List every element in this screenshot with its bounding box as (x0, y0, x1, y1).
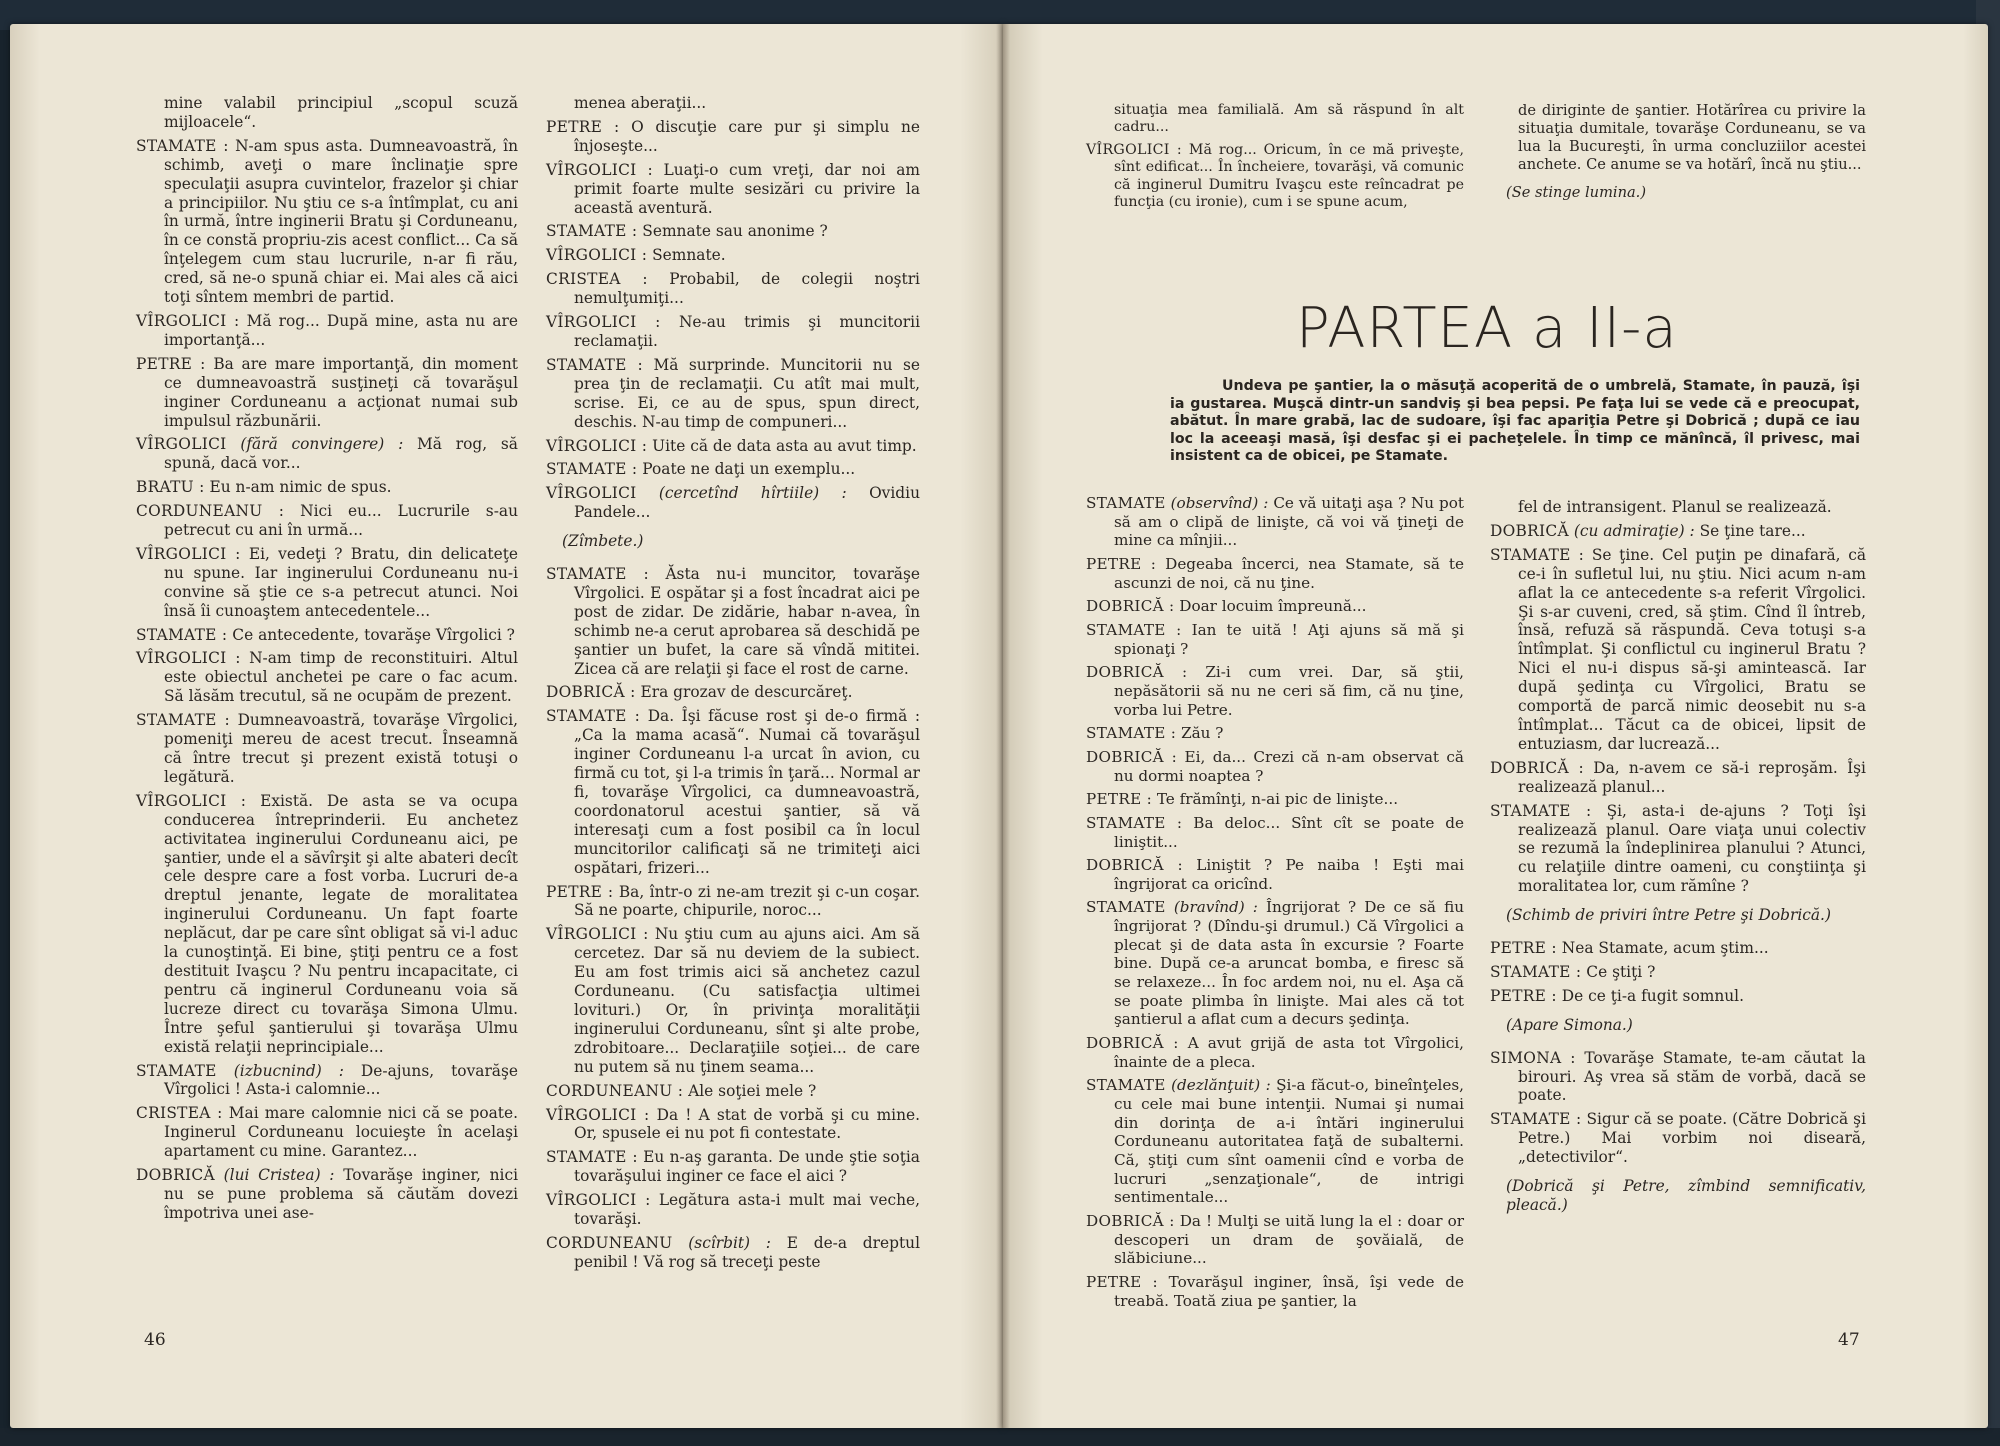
speaker-name: PETRE : (546, 882, 614, 901)
book-bottom-edge (0, 1428, 2000, 1446)
dialogue-line (1086, 724, 1464, 743)
dialogue-text: Da ! Mulţi se uită lung la el : doar or descoperi un dram de şovăială, de slăbiciune... (1114, 1211, 1464, 1268)
dialogue-line (136, 626, 518, 645)
dialogue-text: Ian te uită ! Aţi ajuns să mă şi spionaţi ? (1114, 620, 1464, 658)
dialogue-line (1086, 748, 1464, 785)
dialogue-line (1086, 1212, 1464, 1268)
dialogue-line (136, 545, 518, 621)
dialogue-text: Te frămînţi, n-ai pic de linişte... (1156, 790, 1399, 809)
dialogue-text: Eu n-am nimic de spus. (209, 478, 392, 497)
speaker-name: STAMATE : (1490, 801, 1592, 820)
speaker-name: DOBRICĂ (136, 1166, 215, 1185)
speaker-direction: (lui Cristea) : (223, 1166, 335, 1185)
dialogue-line (1490, 802, 1866, 897)
part-title: PARTEA a II-a (1296, 296, 1678, 361)
dialogue-text: Ce vă uitaţi aşa ? Nu pot să am o clipă de linişte, că voi vă ţineţi de mine ca mînjii... (1114, 494, 1464, 550)
dialogue-text: Poate ne daţi un exemplu... (642, 460, 856, 479)
dialogue-line (546, 270, 920, 308)
speaker-direction: (dezlănţuit) : (1171, 1076, 1271, 1095)
dialogue-text: Luaţi-o cum vreţi, dar noi am primit foarte multe sesizări cu privire la această aventură. (574, 160, 920, 217)
speaker-name: DOBRICĂ : (1086, 747, 1178, 766)
stage-direction: (Dobrică şi Petre, zîmbind semnificativ, pleacă.) (1506, 1177, 1866, 1214)
speaker-direction: (fără convingere) : (240, 435, 404, 454)
speaker-name: PETRE : (1490, 939, 1557, 958)
speaker-direction: (scîrbit) : (688, 1233, 771, 1252)
dialogue-line (546, 246, 920, 265)
dialogue-line (546, 1148, 920, 1186)
dialogue-line (1086, 898, 1464, 1029)
left-column-2 (546, 94, 920, 1277)
dialogue-text: Sigur că se poate. (Către Dobrică şi Petre.) Mai vorbim noi diseară, „detectivilor“. (1518, 1110, 1867, 1167)
dialogue-text: N-am timp de reconstituiri. Altul este obiectul anchetei pe care o fac acum. Să lăsăm trecutul, să ne ocupăm de prezent. (164, 649, 518, 706)
dialogue-text: Zi-i cum vrei. Dar, să ştii, nepăsătorii să nu ne ceri să fim, că nu ţine, vorba lui Petre. (1114, 663, 1464, 719)
right-column-1-bottom (1086, 494, 1464, 1315)
dialogue-line (1086, 142, 1464, 212)
dialogue-text: Ăsta nu-i muncitor, tovarăşe Vîrgolici. E ospătar şi a fost încadrat aici pe post de zidar. De zidărie, habar n-avea, în schimb ne-a cerut aprobarea să deschidă pe şantier un bufet, la care să vîndă mititei. Zicea că are relaţii şi face el rost de carne. (574, 565, 920, 678)
speaker-name: DOBRICĂ : (1086, 1211, 1175, 1230)
speaker-name: STAMATE : (1086, 620, 1182, 639)
dialogue-text: Şi-a făcut-o, bineînţeles, cu cele mai bune intenţii. Numai şi numai din dorinţa de a-i întări inginerului Corduneanu autoritatea faţă de subalterni. Că, ştiţi cum sînt oamenii cînd e vorba de lucruri „senzaţionale“, de intrigi sentimentale... (1114, 1076, 1465, 1207)
continued-text: mine valabil principiul „scopul scuză mijloacele“. (164, 94, 518, 131)
dialogue-text: Ne-au trimis şi muncitorii reclamaţii. (574, 313, 920, 350)
dialogue-text: E de-a dreptul penibil ! Vă rog să treceţi peste (574, 1233, 920, 1271)
dialogue-text: Îngrijorat ? De ce să fiu îngrijorat ? (Dîndu-şi drumul.) Că Vîrgolici a plecat şi de data asta în excursie ? Foarte bine. După ce-a aruncat bomba, e firesc să se relaxeze... În foc ardem noi, nu el. Aşa că se poate plimba în linişte. Mai ales că tot şantierul a aflat cum a decurs şedinţa. (1114, 898, 1465, 1029)
dialogue-text: Tovarăşe Stamate, te-am căutat la birouri. Aş vrea să stăm de vorbă, dacă se poate. (1518, 1048, 1866, 1105)
dialogue-line (1490, 963, 1866, 982)
speaker-direction: (cu admiraţie) : (1573, 521, 1695, 540)
speaker-name: STAMATE : (136, 625, 228, 644)
speaker-name: CORDUNEANU : (136, 502, 285, 521)
speaker-name: VÎRGOLICI : (136, 544, 241, 563)
speaker-direction: (izbucnind) : (233, 1061, 344, 1080)
speaker-name: BRATU : (136, 478, 205, 497)
dialogue-text: Era grozav de descurcăreţ. (640, 683, 853, 702)
dialogue-text: Uite că de data asta au avut timp. (652, 436, 917, 455)
speaker-name: STAMATE : (136, 136, 229, 155)
dialogue-line (1490, 546, 1866, 754)
speaker-direction: (bravînd) : (1173, 898, 1258, 917)
dialogue-text: Ce ştiţi ? (1586, 962, 1656, 981)
dialogue-text: Nici eu... Lucrurile s-au petrecut cu ani în urmă... (164, 502, 518, 540)
dialogue-line (546, 707, 920, 877)
dialogue-text: Doar locuim împreună... (1179, 597, 1367, 616)
speaker-name: VÎRGOLICI : (546, 246, 648, 265)
speaker-name: DOBRICĂ : (1086, 663, 1188, 682)
stage-direction: (Apare Simona.) (1506, 1015, 1633, 1034)
continued-text: situaţia mea familială. Am să răspund în alt cadru... (1114, 102, 1464, 136)
dialogue-text: Da ! A stat de vorbă şi cu mine. Or, spusele ei nu pot fi contestate. (574, 1105, 920, 1143)
dialogue-line (136, 312, 518, 350)
speaker-direction: (observînd) : (1170, 494, 1269, 512)
speaker-name: STAMATE : (1490, 545, 1585, 564)
dialogue-text: Ei, vedeţi ? Bratu, din delicateţe nu spune. Iar inginerului Corduneanu nu-i convine să ştie ce s-a petrecut atunci. Noi însă îi cunoaştem antecedentele... (164, 544, 518, 620)
dialogue-text: Eu n-aş garanta. De unde ştie soţia tovarăşului inginer ce face el aici ? (574, 1148, 920, 1186)
dialogue-line (1086, 1034, 1464, 1071)
dialogue-text: Mă rog... După mine, asta nu are importanţă... (164, 311, 518, 349)
dialogue-line (546, 925, 920, 1076)
dialogue-line (1086, 1076, 1464, 1207)
speaker-name: VÎRGOLICI : (546, 1191, 651, 1210)
dialogue-line (546, 683, 920, 702)
dialogue-line (136, 137, 518, 307)
dialogue-text: Dumneavoastră, tovarăşe Vîrgolici, pomeniţi mereu de acest trecut. Înseamnă că între trecut şi prezent există totuşi o legătură. (164, 711, 519, 786)
dialogue-line (546, 565, 920, 678)
dialogue-text: Mă rog... Oricum, în ce mă priveşte, sînt edificat... În încheiere, tovarăşi, vă comunic că inginerul Dumitru Ivaşcu este reîncadrat pe funcţia (cu ironie), cum i se spune acum, (1114, 141, 1464, 211)
speaker-name: VÎRGOLICI : (136, 791, 247, 810)
dialogue-text: Există. De asta se va ocupa conducerea întreprinderii. Eu anchetez activitatea inginerului Corduneanu aici, pe şantier, unde el a săvîrşit şi alte abateri decît cele despre care a fost vorba. Lucruri de-a dreptul jenante, legate de moralitatea inginerului Corduneanu. Un fapt foarte neplăcut, dar pe care sînt obligat să vi-l aduc la cunoştinţă. Ei bine, ştiţi pentru ce a fost destituit Ivaşcu ? Nu pentru incapacitate, ci pentru că inginerul Corduneanu voia să lucreze direct cu tovarăşa Simona Ulmu. Între şeful şantierului şi tovarăşa Ulmu există relaţii neprincipiale... (164, 791, 518, 1056)
speaker-name: STAMATE : (546, 355, 643, 374)
dialogue-line (546, 1082, 920, 1101)
speaker-name: VÎRGOLICI : (136, 311, 240, 330)
dialogue-text: Şi, asta-i de-ajuns ? Toţi îşi realizează planul. Oare viaţa unui colectiv se rezumă la îndeplinirea planului ? Atunci, cu relaţiile dintre oameni, cu conştiinţa şi moralitatea lor, cum rămîne ? (1518, 801, 1866, 896)
continued-text: fel de intransigent. Planul se realizează. (1518, 498, 1832, 516)
dialogue-line (546, 1191, 920, 1229)
dialogue-text: Ba, într-o zi ne-am trezit şi c-un coşar. Să ne poarte, chipurile, noroc... (574, 882, 920, 920)
speaker-name: PETRE : (1086, 790, 1153, 809)
speaker-name: CRISTEA : (546, 270, 648, 289)
page-number-right: 47 (1838, 1330, 1860, 1350)
dialogue-text: Nu ştiu cum au ajuns aici. Am să cercetez. Dar să nu deviem de la subiect. Eu am fost trimis aici să anchetez cazul Corduneanu. (Cu satisfacţia ultimei lovituri.) Or, în privinţa moralităţii inginerului Corduneanu, sînt şi alte probe, zdrobitoare... Declaraţiile soţiei... de care nu putem să nu ţinem seama... (574, 925, 920, 1076)
speaker-name: PETRE : (136, 354, 206, 373)
speaker-name: DOBRICĂ : (546, 683, 636, 702)
dialogue-line (546, 222, 920, 241)
right-column-1-top (1086, 102, 1464, 217)
dialogue-text: Nea Stamate, acum ştim... (1561, 939, 1769, 958)
dialogue-text: Probabil, de colegii noştri nemulţumiţi... (574, 270, 920, 308)
dialogue-line (136, 1062, 518, 1100)
dialogue-line (136, 649, 518, 706)
dialogue-line (136, 435, 518, 473)
speaker-name: STAMATE (1086, 1076, 1166, 1095)
dialogue-line (546, 883, 920, 921)
speaker-name: VÎRGOLICI : (546, 1105, 650, 1124)
speaker-name: PETRE : (1490, 986, 1557, 1005)
speaker-name: DOBRICĂ (1490, 521, 1569, 540)
dialogue-line (546, 484, 920, 522)
dialogue-line (136, 478, 518, 497)
dialogue-text: Ale soţiei mele ? (688, 1081, 817, 1100)
dialogue-line (1490, 939, 1866, 958)
dialogue-line (546, 356, 920, 432)
speaker-name: VÎRGOLICI : (546, 925, 649, 944)
speaker-name: VÎRGOLICI (136, 435, 227, 454)
continued-text: menea aberaţii... (574, 94, 707, 112)
dialogue-line (1490, 759, 1866, 797)
speaker-name: SIMONA : (1490, 1048, 1576, 1067)
speaker-name: STAMATE : (136, 711, 231, 730)
speaker-name: DOBRICĂ : (1086, 856, 1183, 875)
dialogue-text: Da. Îşi făcuse rost şi de-o firmă : „Ca la mama acasă“. Numai că tovarăşul inginer Corduneanu l-a urcat în avion, cu firmă cu tot, şi l-a trimis în ţară... Normal ar fi, tovarăşe Vîrgolici, ca dumneavoastră, coordonatorul acestui şantier, să vă interesaţi cum a fost posibil ca în locul muncitorilor calificaţi să ne trimiteţi aici ospătari, frizeri... (574, 707, 921, 877)
dialogue-text: Se ţine tare... (1699, 521, 1806, 540)
speaker-name: VÎRGOLICI : (546, 436, 648, 455)
dialogue-line (546, 161, 920, 218)
speaker-name: CRISTEA : (136, 1104, 223, 1123)
dialogue-line (136, 1104, 518, 1161)
stage-direction: (Schimb de priviri între Petre şi Dobrică.) (1506, 906, 1831, 925)
speaker-name: STAMATE : (1086, 813, 1183, 832)
dialogue-line (1490, 987, 1866, 1006)
dialogue-line (136, 1166, 518, 1223)
dialogue-line (1086, 1273, 1464, 1310)
speaker-name: PETRE : (1086, 1272, 1158, 1291)
speaker-name: VÎRGOLICI : (1086, 141, 1182, 158)
speaker-name: STAMATE : (546, 707, 641, 726)
speaker-name: CORDUNEANU : (546, 1081, 684, 1100)
dialogue-line (1086, 663, 1464, 719)
dialogue-text: A avut grijă de asta tot Vîrgolici, înainte de a pleca. (1114, 1034, 1464, 1071)
dialogue-text: Semnate. (652, 246, 726, 265)
dialogue-text: Tovarăşul inginer, însă, îşi vede de treabă. Toată ziua pe şantier, la (1114, 1272, 1464, 1310)
speaker-name: DOBRICĂ : (1086, 1034, 1179, 1053)
speaker-name: STAMATE (1086, 898, 1166, 917)
dialogue-text: Semnate sau anonime ? (642, 222, 828, 241)
dialogue-text: Da, n-avem ce să-i reproşăm. Îşi realizează planul... (1518, 758, 1866, 796)
speaker-name: STAMATE (136, 1061, 217, 1080)
speaker-name: STAMATE : (546, 222, 638, 241)
speaker-name: VÎRGOLICI : (546, 313, 661, 332)
dialogue-line (1086, 790, 1464, 809)
page-number-left: 46 (144, 1330, 166, 1350)
page-gutter (996, 24, 1010, 1428)
dialogue-line (546, 460, 920, 479)
speaker-name: STAMATE : (546, 1148, 638, 1167)
dialogue-text: N-am spus asta. Dumneavoastră, în schimb, aveţi o mare înclinaţie spre speculaţii asupra cuvintelor, frazelor şi chiar a principiilor. Nu ştiu ce s-a întîmplat, cu ani în urmă, între inginerii Bratu şi Corduneanu, în ce constă propriu-zis acest conflict... Ca să înţelegem cum stau lucrurile, n-ar fi rău, cred, să ne-o spună chiar ei. Mai ales că aici toţi sîntem membri de partid. (164, 136, 518, 307)
right-column-2-bottom (1490, 498, 1866, 1229)
dialogue-text: Tovarăşe inginer, nici nu se pune problema să căutăm dovezi împotriva unei ase- (164, 1166, 518, 1222)
speaker-name: VÎRGOLICI : (136, 649, 241, 668)
dialogue-line (1490, 1049, 1866, 1106)
speaker-name: STAMATE : (1490, 962, 1582, 981)
speaker-name: STAMATE : (1490, 1110, 1582, 1129)
speaker-name: VÎRGOLICI (546, 484, 637, 503)
speaker-name: STAMATE : (546, 460, 638, 479)
stage-direction: (Se stinge lumina.) (1506, 183, 1647, 201)
dialogue-line (1086, 621, 1464, 658)
speaker-direction: (cercetînd hîrtiile) : (658, 484, 847, 503)
dialogue-text: Mai mare calomnie nici că se poate. Inginerul Corduneanu locuieşte în acelaşi apartament cu mine. Garantez... (164, 1104, 518, 1161)
dialogue-line (1490, 522, 1866, 541)
dialogue-line (1490, 1110, 1866, 1167)
dialogue-text: Ei, da... Crezi că n-am observat că nu dormi noaptea ? (1114, 747, 1464, 785)
speaker-name: STAMATE : (546, 565, 649, 584)
continued-text: de diriginte de şantier. Hotărîrea cu privire la situaţia dumitale, tovarăşe Corduneanu, se va lua la Bucureşti, în urma concluziilor acestei anchete. Ce anume se va hotărî, încă nu ştiu... (1518, 102, 1866, 173)
dialogue-text: Degeaba încerci, nea Stamate, să te ascunzi de noi, că nu ţine. (1114, 554, 1464, 592)
dialogue-text: Ba are mare importanţă, din moment ce dumneavoastră susţineţi că tovarăşul inginer Corduneanu a acţionat numai sub impulsul răzbunării. (164, 354, 518, 430)
speaker-name: PETRE : (1086, 554, 1157, 573)
speaker-name: STAMATE (1086, 494, 1166, 512)
dialogue-line (546, 437, 920, 456)
dialogue-text: Se ţine. Cel puţin pe dinafară, că ce-i în sufletul lui, nu ştiu. Nici acum n-am aflat la ce antecedente s-a referit Vîrgolici. Şi s-ar cuveni, cred, să ştim. Cînd îl întreb, însă, refuză să răspundă. Ceva totuşi s-a întîmplat. Şi conflictul cu inginerul Bratu ? Nici el nu-i dispus să-şi amintească. Iar după şedinţa cu Vîrgolici, Bratu se comportă de parcă nimic deosebit nu s-a întîmplat... Tăcut ca de obicei, lipsit de entuziasm, dar lucrează... (1518, 545, 1867, 753)
dialogue-line (1086, 814, 1464, 851)
speaker-name: PETRE : (546, 117, 620, 136)
dialogue-line (1086, 597, 1464, 616)
dialogue-line (136, 502, 518, 540)
speaker-name: DOBRICĂ : (1086, 597, 1175, 616)
speaker-name: STAMATE : (1086, 724, 1177, 743)
dialogue-text: Legătura asta-i mult mai veche, tovarăşi. (574, 1191, 920, 1229)
dialogue-text: De ce ţi-a fugit somnul. (1561, 986, 1744, 1005)
dialogue-text: Ce antecedente, tovarăşe Vîrgolici ? (232, 625, 515, 644)
speaker-name: DOBRICĂ : (1490, 758, 1584, 777)
dialogue-line (1086, 494, 1464, 550)
dialogue-line (546, 1234, 920, 1272)
dialogue-line (546, 1106, 920, 1144)
right-column-2-top (1490, 102, 1866, 216)
dialogue-text: Ovidiu Pandele... (574, 484, 920, 522)
speaker-name: VÎRGOLICI : (546, 160, 653, 179)
act-opening-stage-direction: Undeva pe şantier, la o măsuţă acoperită de o umbrelă, Stamate, în pauză, îşi ia gustarea. Muşcă dintr-un sandviş şi bea pepsi. Pe faţa lui se vede că e preocupat, abătut. În mare grabă, lac de sudoare, îşi fac apariţia Petre şi Dobrică ; după ce iau loc la aceeaşi masă, îşi desfac şi ei pacheţelele. În timp ce mănîncă, îl privesc, mai insistent ca de obicei, pe Stamate. (1170, 378, 1860, 465)
dialogue-text: Mă surprinde. Muncitorii nu se prea ţin de reclamaţii. Cu atît mai mult, scrise. Ei, ce au de spus, spun direct, deschis. N-au timp de compuneri... (574, 355, 920, 431)
dialogue-line (546, 118, 920, 156)
dialogue-line (136, 355, 518, 431)
dialogue-line (136, 711, 518, 787)
dialogue-text: Zău ? (1181, 724, 1224, 743)
dialogue-text: De-ajuns, tovarăşe Vîrgolici ! Asta-i calomnie... (164, 1061, 518, 1099)
dialogue-line (1086, 856, 1464, 893)
left-column-1 (136, 94, 518, 1228)
dialogue-line (546, 313, 920, 351)
stage-direction: (Zîmbete.) (562, 532, 644, 551)
speaker-name: CORDUNEANU (546, 1233, 673, 1252)
dialogue-text: Liniştit ? Pe naiba ! Eşti mai îngrijorat ca oricînd. (1114, 856, 1464, 893)
dialogue-line (136, 792, 518, 1057)
dialogue-text: O discuţie care pur şi simplu ne înjoseşte... (574, 117, 920, 155)
dialogue-line (1086, 555, 1464, 592)
dialogue-text: Mă rog, să spună, dacă vor... (164, 435, 518, 473)
dialogue-text: Ba deloc... Sînt cît se poate de liniştit... (1114, 813, 1464, 851)
